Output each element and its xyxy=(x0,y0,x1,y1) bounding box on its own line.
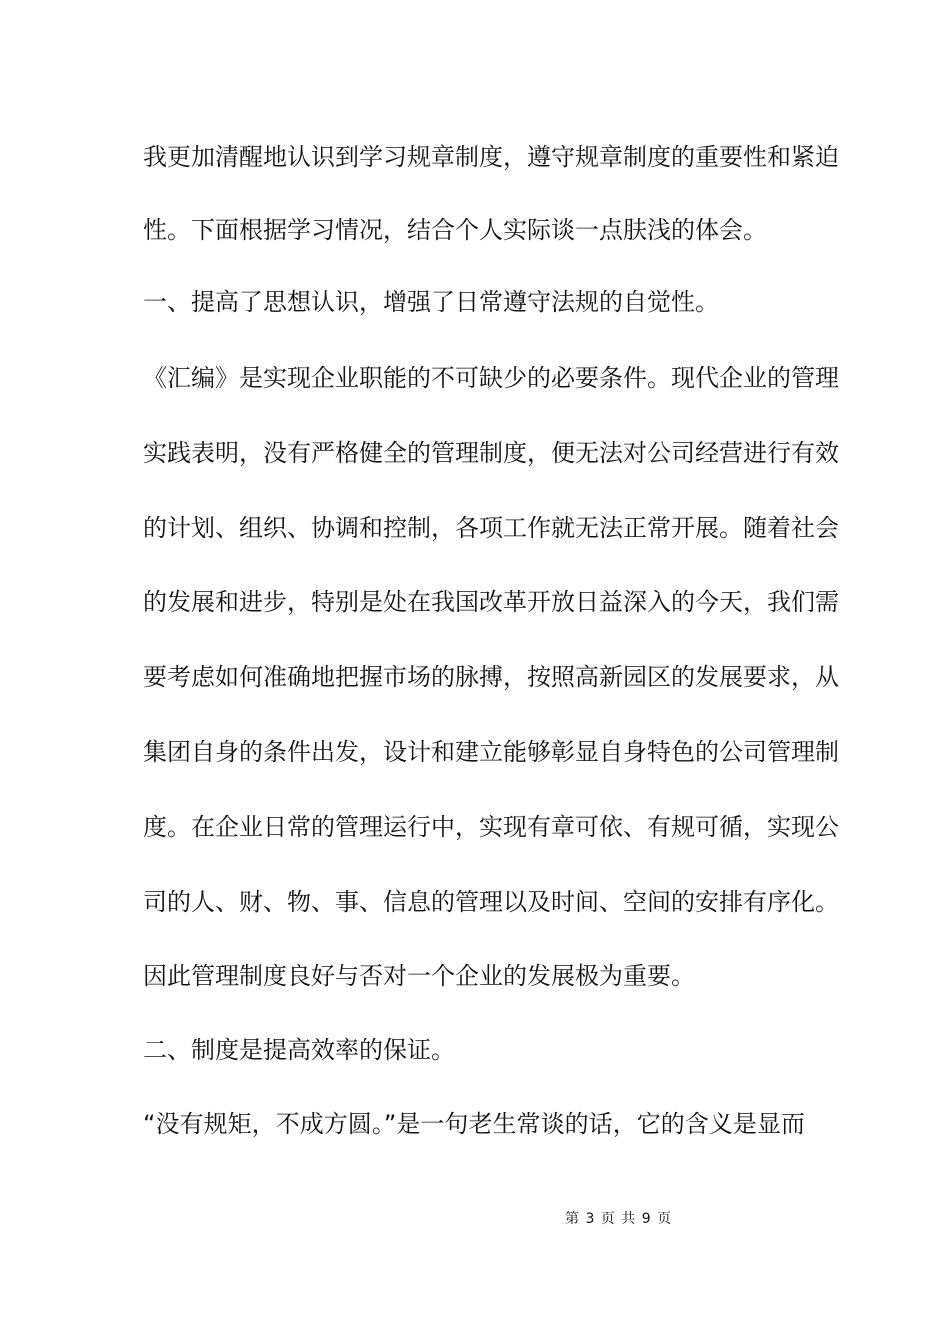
body-text-line: 司的人、财、物、事、信息的管理以及时间、空间的安排有序化。 xyxy=(143,888,839,916)
body-text-line: “没有规矩，不成方圆。”是一句老生常谈的话，它的含义是显而 xyxy=(143,1110,805,1138)
section-heading-2: 二、制度是提高效率的保证。 xyxy=(143,1036,455,1064)
body-text-line: 性。下面根据学习情况，结合个人实际谈一点肤浅的体会。 xyxy=(143,216,767,244)
body-text-line: 因此管理制度良好与否对一个企业的发展极为重要。 xyxy=(143,962,695,990)
body-text-line: 的计划、组织、协调和控制，各项工作就无法正常开展。随着社会 xyxy=(143,514,839,542)
body-text-line: 度。在企业日常的管理运行中，实现有章可依、有规可循，实现公 xyxy=(143,813,839,841)
body-text-line: 要考虑如何准确地把握市场的脉搏，按照高新园区的发展要求，从 xyxy=(143,663,839,691)
body-text-line: 《汇编》是实现企业职能的不可缺少的必要条件。现代企业的管理 xyxy=(143,364,839,392)
body-text-line: 我更加清醒地认识到学习规章制度，遵守规章制度的重要性和紧迫 xyxy=(143,143,839,171)
section-heading-1: 一、提高了思想认识，增强了日常遵守法规的自觉性。 xyxy=(143,288,719,316)
body-text-line: 的发展和进步，特别是处在我国改革开放日益深入的今天，我们需 xyxy=(143,588,839,616)
body-text-line: 实践表明，没有严格健全的管理制度，便无法对公司经营进行有效 xyxy=(143,439,839,467)
body-text-line: 集团自身的条件出发，设计和建立能够彰显自身特色的公司管理制 xyxy=(143,738,839,766)
page-number-footer: 第 3 页 共 9 页 xyxy=(565,1211,672,1227)
